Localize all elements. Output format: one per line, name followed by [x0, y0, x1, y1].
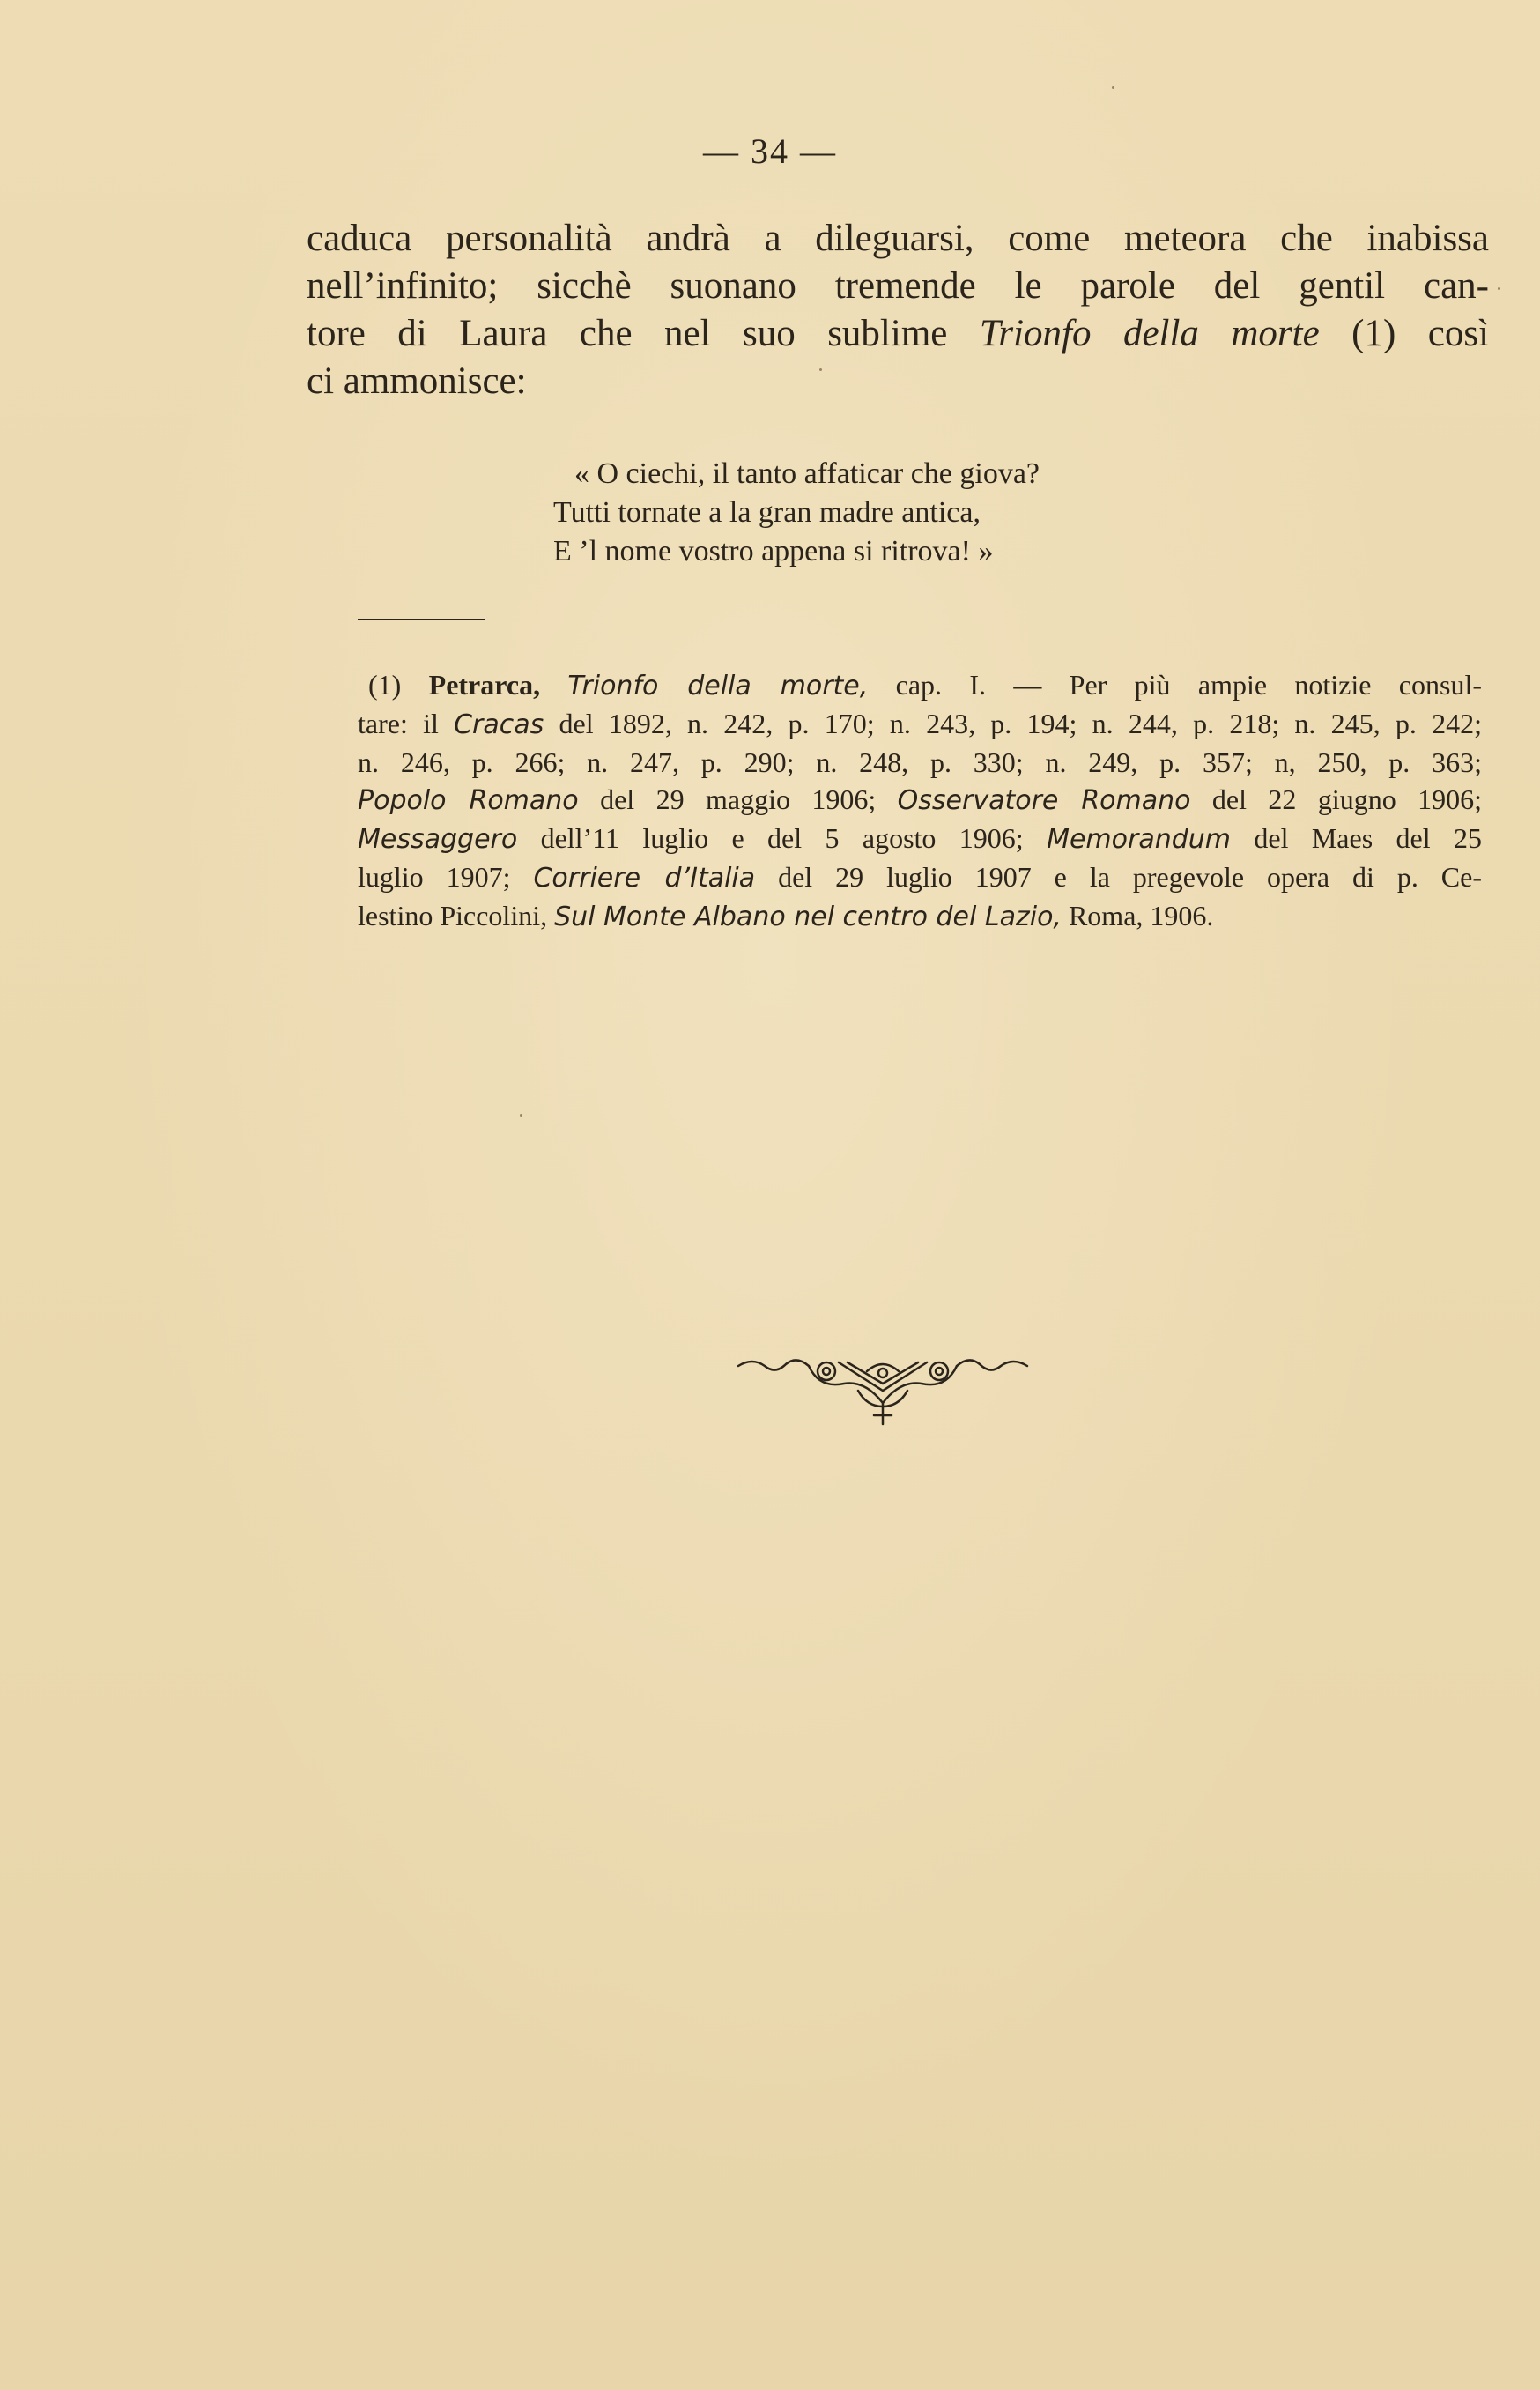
page-number: — 34 —: [703, 131, 837, 171]
footnote-text: Roma, 1906.: [1061, 900, 1214, 932]
footnote-line: [358, 820, 1482, 858]
footnote-work: Trionfo della morte,: [567, 671, 869, 701]
footnote-text: del 29 maggio 1906;: [578, 783, 898, 815]
footnote-line: n. 246, p. 266; n. 247, p. 290; n. 248, p. 330; n. 249, p. 357; n, 250, p. 363;: [358, 746, 1482, 778]
footnote-text: luglio 1907;: [358, 861, 534, 893]
poem-line: E ’l nome vostro appena si ritrova! »: [553, 535, 994, 568]
body-line: ci ammonisce:: [307, 360, 527, 402]
footnote-line: [358, 705, 1482, 744]
footnote: [358, 666, 1482, 936]
paper-speck: [819, 368, 822, 371]
periodical-title: Corriere d’Italia: [533, 863, 756, 894]
periodical-title: Memorandum: [1047, 824, 1232, 855]
body-line: [307, 310, 1489, 358]
body-text-segment: tore di Laura che nel suo sublime: [307, 313, 980, 354]
periodical-title: Cracas: [454, 709, 544, 740]
footnote-author: Petrarca,: [428, 669, 541, 701]
paper-speck: [1112, 86, 1114, 89]
paper-speck: [1498, 287, 1500, 290]
work-title: Trionfo della morte: [979, 313, 1320, 354]
footnote-text: tare: il: [358, 708, 455, 739]
body-line: caduca personalità andrà a dileguarsi, come meteora che inabissa: [307, 218, 1489, 259]
footnote-line: [358, 666, 1482, 705]
footnote-text: lestino Piccolini,: [358, 900, 555, 932]
periodical-title: Popolo Romano: [358, 785, 579, 816]
footnote-text: dell’11 luglio e del 5 agosto 1906;: [517, 822, 1048, 854]
periodical-title: Messaggero: [358, 824, 518, 855]
body-line: nell’infinito; sicchè suonano tremende le parole del gentil can-: [307, 265, 1489, 307]
periodical-title: Osservatore Romano: [897, 785, 1191, 816]
footnote-text: del Maes del 25: [1231, 822, 1483, 854]
footnote-text: del 29 luglio 1907 e la pregevole opera di p. Ce-: [755, 861, 1482, 893]
footnote-line: [358, 858, 1482, 897]
footnote-line: [358, 897, 1482, 936]
ornament-icon: [735, 1354, 1031, 1428]
paper-speck: [520, 1114, 522, 1117]
footnote-marker: (1): [368, 669, 402, 701]
body-text-segment: (1) così: [1319, 313, 1490, 354]
footnote-separator: [358, 619, 485, 620]
poem-line: Tutti tornate a la gran madre antica,: [553, 496, 981, 529]
book-title: Sul Monte Albano nel centro del Lazio,: [554, 902, 1062, 932]
body-paragraph: [307, 215, 1489, 405]
poem-quote: [553, 455, 1040, 571]
footnote-text: del 22 giugno 1906;: [1190, 783, 1483, 815]
footnote-line: [358, 781, 1482, 820]
footnote-text: cap. I. — Per più ampie notizie consul-: [868, 669, 1483, 701]
footnote-text: del 1892, n. 242, p. 170; n. 243, p. 194; n. 244, p. 218; n. 245, p. 242;: [544, 708, 1482, 739]
poem-line: « O ciechi, il tanto affaticar che giova?: [574, 457, 1040, 490]
